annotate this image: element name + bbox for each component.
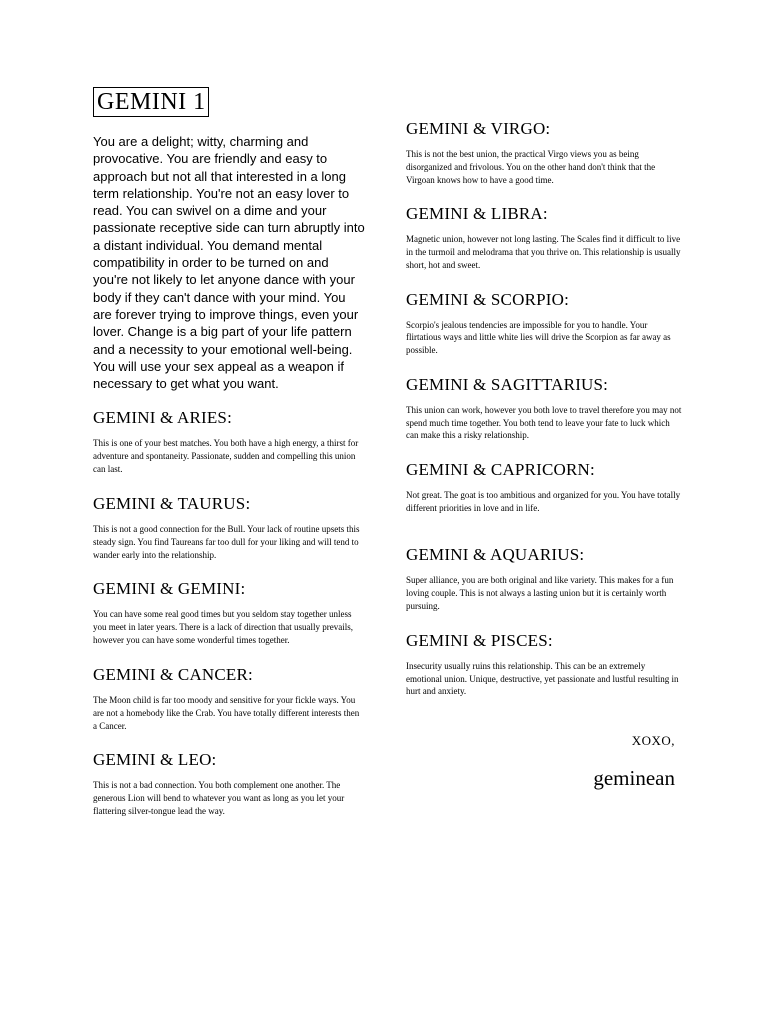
section-body: This is not a bad connection. You both complement one another. The generous Lion will bend to whatever you want as long as you let your flattering silver-tongue lead the way. — [93, 780, 345, 816]
section-pisces — [406, 630, 682, 715]
section-heading: GEMINI & CAPRICORN: — [406, 460, 595, 480]
closing-signature: geminean — [593, 766, 675, 790]
section-body: This is one of your best matches. You both have a high energy, a thirst for adventure and spontaneity. Passionate, sudden and compelling this union can last. — [93, 438, 359, 474]
section-heading: GEMINI & GEMINI: — [93, 579, 246, 598]
page-title: GEMINI 1 — [93, 87, 209, 117]
section-cancer — [93, 664, 365, 749]
section-heading: GEMINI & SAGITTARIUS: — [406, 374, 609, 394]
section-heading: GEMINI & CANCER: — [93, 665, 253, 684]
section-body: Not great. The goat is too ambitious and organized for you. You have totally different priorities in love and in life. — [406, 490, 681, 513]
section-capricorn — [406, 459, 682, 544]
section-heading: GEMINI & SCORPIO: — [406, 289, 570, 309]
section-body: You can have some real good times but you seldom stay together unless you meet in later years. There is a lack of direction that usually prevails, however you can have some wonderful times together. — [93, 609, 353, 645]
section-body: This is not the best union, the practical Virgo views you as being disorganized and frivolous. You on the other hand don't think that the Virgoan knows how to have a good time. — [406, 149, 656, 185]
section-heading: GEMINI & TAURUS: — [93, 494, 251, 513]
section-libra — [406, 203, 682, 288]
section-heading: GEMINI & PISCES: — [406, 630, 553, 650]
section-leo — [93, 749, 365, 835]
closing-xoxo: XOXO, — [631, 733, 675, 748]
section-sagittarius — [406, 374, 682, 459]
section-heading: GEMINI & LIBRA: — [406, 204, 548, 224]
section-gemini — [93, 578, 365, 664]
intro-paragraph: You are a delight; witty, charming and provocative. You are friendly and easy to approach but not all that interested in a long term relationship. You're not an easy lover to read. You can swivel on a dime and your passionate receptive side can turn abruptly into a distant individual. You demand mental compatibility in order to be turned on and you're not likely to let anyone dance with your body if they can't dance with your mind. You are forever trying to improve things, even your lover. Change is a big part of your life pattern and a necessity to your emotional well-being. You will use your sex appeal as a weapon if necessary to get what you want. — [93, 134, 365, 392]
section-body: Insecurity usually ruins this relationship. This can be an extremely emotional union. Unique, destructive, yet passionate and lustful resulting in hurt and anxiety. — [406, 660, 679, 697]
section-body: This union can work, however you both love to travel therefore you may not spend much time together. You both tend to leave your fate to luck which can make this a risky relationship. — [406, 404, 682, 441]
section-body: Magnetic union, however not long lasting. The Scales find it difficult to live in the turmoil and melodrama that you thrive on. This relationship is usually short, hot and sweet. — [406, 234, 681, 270]
section-aries — [93, 407, 365, 493]
section-scorpio — [406, 289, 682, 374]
closing-block — [550, 733, 675, 791]
section-body: Super alliance, you are both original and like variety. This makes for a fun loving couple. This is not always a lasting union but it is certainly worth pursuing. — [406, 575, 674, 612]
right-column — [406, 118, 682, 715]
section-heading: GEMINI & LEO: — [93, 750, 217, 769]
section-taurus — [93, 493, 365, 578]
section-aquarius — [406, 544, 682, 629]
section-heading: GEMINI & ARIES: — [93, 408, 232, 427]
title-area — [93, 87, 209, 117]
section-body: The Moon child is far too moody and sensitive for your fickle ways. You are not a homebody like the Crab. You have totally different interests then a Cancer. — [93, 695, 360, 731]
section-heading: GEMINI & AQUARIUS: — [406, 545, 585, 565]
section-virgo — [406, 118, 682, 203]
left-column — [93, 407, 365, 835]
section-heading: GEMINI & VIRGO: — [406, 119, 551, 138]
section-body: Scorpio's jealous tendencies are impossible for you to handle. Your flirtatious ways and little white lies will drive the Scorpion as far away as possible. — [406, 319, 671, 356]
section-body: This is not a good connection for the Bull. Your lack of routine upsets this steady sign. You find Taureans far too dull for your liking and will tend to wander early into the relationship. — [93, 524, 360, 560]
